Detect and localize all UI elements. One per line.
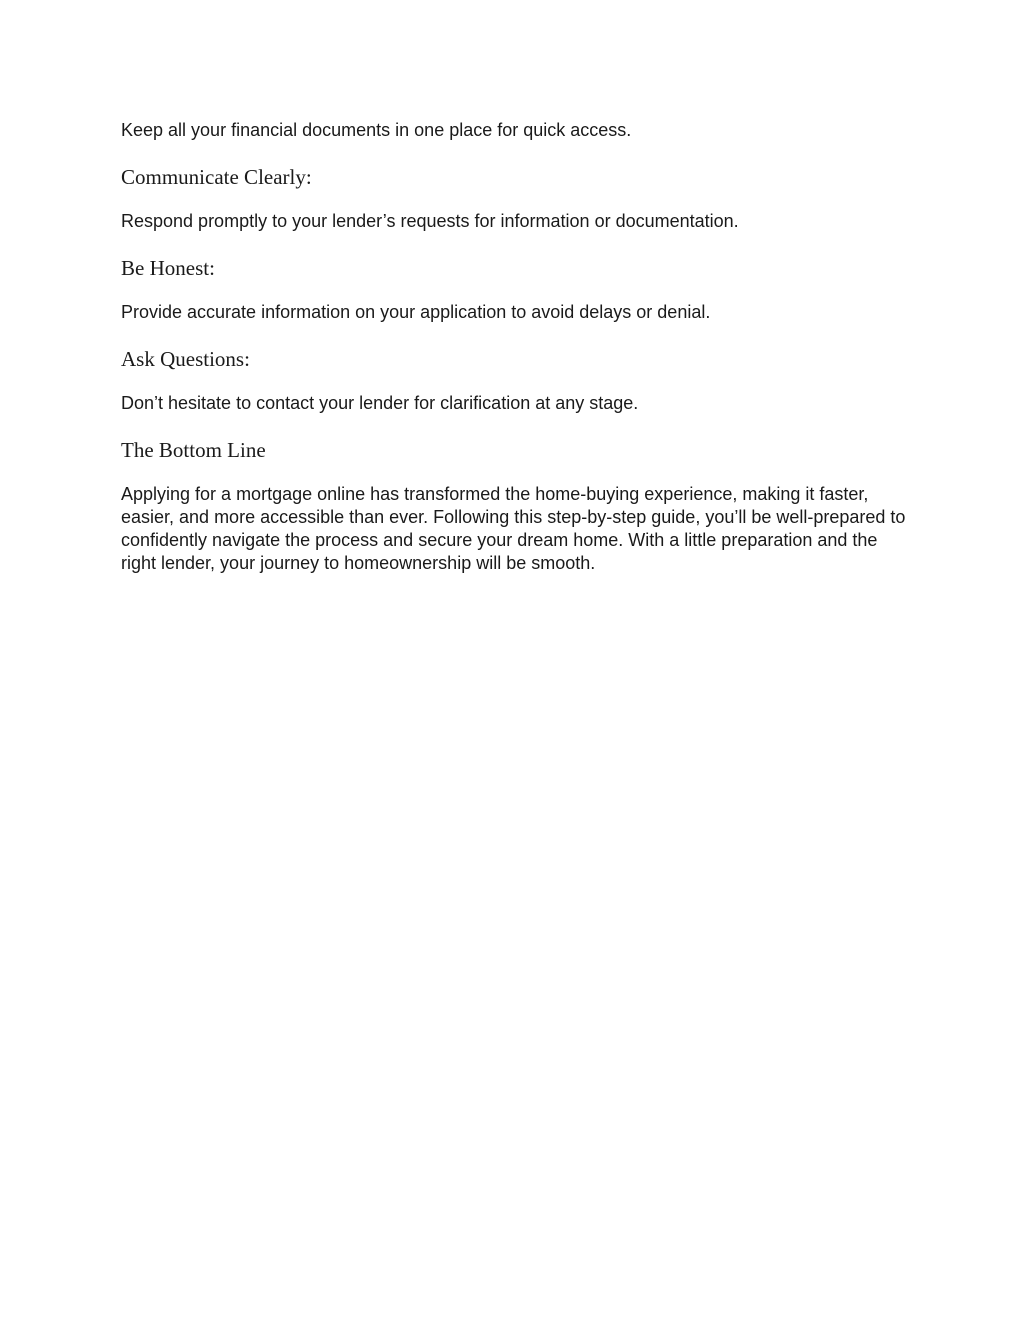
heading-bottom-line: The Bottom Line [121,438,266,462]
bottom-line-paragraph: Applying for a mortgage online has transformed the home-buying experience, making it faster, easier, and more accessible than ever. Following this step-by-step guide, you’ll be well-prepared to confidently navigate the process and secure your dream home. With a little preparation and the right lender, your journey to homeownership will be smooth. [121,484,906,573]
tip-ask-questions-text: Don’t hesitate to contact your lender for clarification at any stage. [121,393,639,413]
tip-organize-documents-text: Keep all your financial documents in one place for quick access. [121,120,632,140]
tip-communicate-clearly-text: Respond promptly to your lender’s requests for information or documentation. [121,211,739,231]
heading-ask-questions: Ask Questions: [121,347,250,371]
document-body [121,119,911,575]
tip-be-honest-text: Provide accurate information on your application to avoid delays or denial. [121,302,711,322]
heading-communicate-clearly: Communicate Clearly: [121,165,312,189]
heading-be-honest: Be Honest: [121,256,215,280]
